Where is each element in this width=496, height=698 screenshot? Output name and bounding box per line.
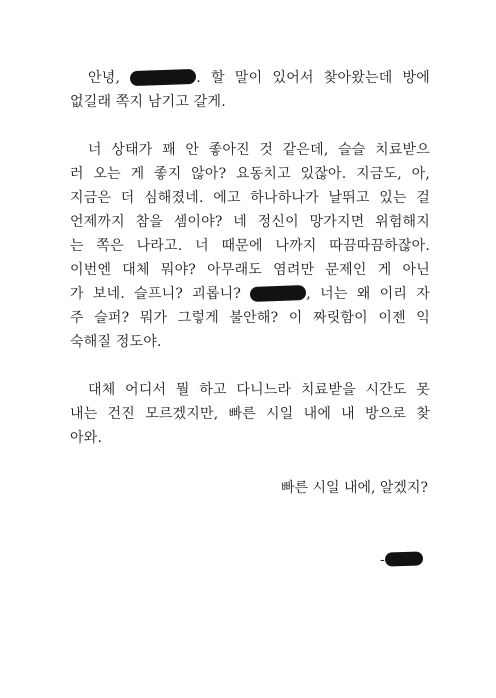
greeting-paragraph [70, 66, 430, 114]
redacted-name [130, 68, 196, 85]
letter-line: 없길래 쪽지 남기고 갈게. [70, 94, 226, 110]
letter-line: 러 오는 게 좋지 않아? 요동치고 있잖아. 지금도, 아, [70, 166, 430, 182]
signature: - [380, 548, 423, 572]
letter-line: 지금은 더 심해졌네. 에고 하나하나가 날뛰고 있는 걸 [70, 190, 430, 206]
letter-line: 숙해질 정도야. [70, 334, 162, 350]
letter-line: 주 슬퍼? 뭐가 그렇게 불안해? 이 짜릿함이 이젠 익 [70, 310, 430, 326]
letter-line: 언제까지 참을 셈이야? 네 정신이 망가지면 위험해지 [70, 214, 430, 230]
letter-line: 는 쪽은 나라고. 너 때문에 나까지 따끔따끔하잖아. [70, 238, 430, 254]
letter-line: 이번엔 대체 뭐야? 아무래도 염려만 문제인 게 아닌 [70, 262, 430, 278]
redacted-signature [385, 551, 423, 566]
redacted-name [250, 285, 306, 302]
letter-line: 대체 어디서 뭘 하고 다니느라 치료받을 시간도 못 [88, 382, 430, 398]
letter-line: 아와. [70, 430, 103, 446]
letter-line: 안녕, . 할 말이 있어서 찾아왔는데 방에 [88, 70, 431, 86]
letter-line: 내는 건진 모르겠지만, 빠른 시일 내에 내 방으로 찾 [70, 406, 430, 422]
letter-line: 가 보네. 슬프니? 괴롭니? , 너는 왜 이리 자 [70, 286, 430, 302]
body-paragraph-1 [70, 138, 430, 354]
closing-line: 빠른 시일 내에, 알겠지? [280, 480, 428, 496]
letter-line: 너 상태가 꽤 안 좋아진 것 같은데, 슬슬 치료받으 [88, 142, 430, 158]
body-paragraph-2 [70, 378, 430, 450]
